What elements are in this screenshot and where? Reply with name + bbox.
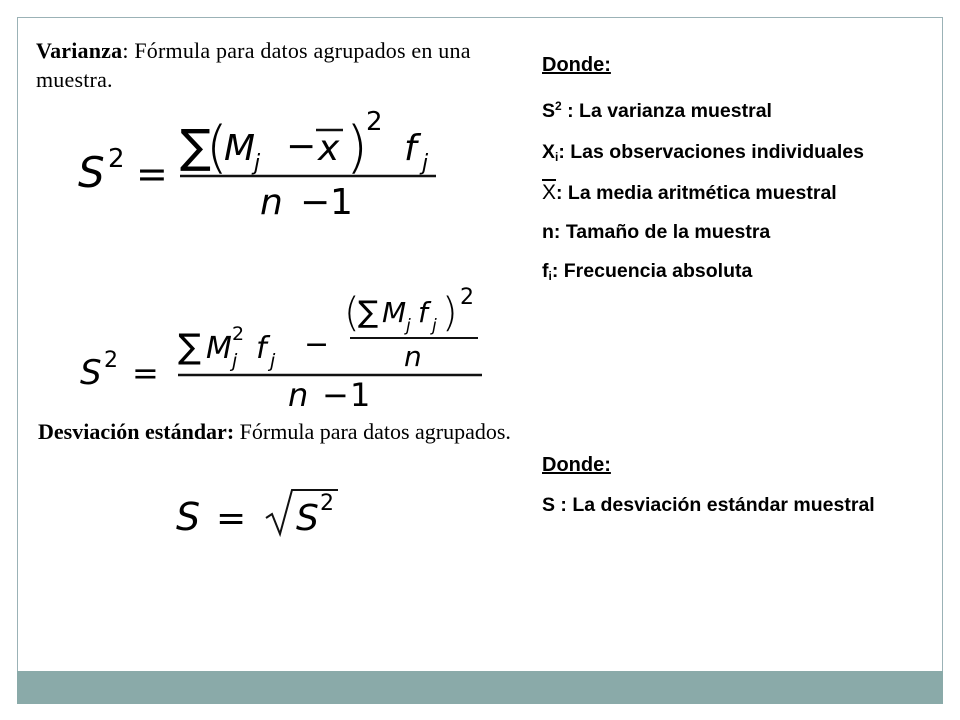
- f1-m: M: [224, 128, 256, 169]
- f2-inner-open: (: [344, 290, 360, 336]
- donde-std-heading: Donde:: [542, 454, 611, 476]
- f1-minus: −: [286, 126, 317, 167]
- std-dev-formula: [170, 480, 370, 550]
- f2-den-n: n: [288, 376, 309, 412]
- f2-inner-f-sub: j: [432, 316, 437, 336]
- desviacion-title: [38, 418, 718, 446]
- f2-f: f: [256, 331, 267, 366]
- f2-inner-m: M: [382, 296, 407, 329]
- f1-den-minus: −: [300, 182, 331, 223]
- f3-rad-s: S: [296, 498, 319, 539]
- f1-den-one: 1: [330, 182, 353, 223]
- f2-minus: −: [304, 327, 330, 362]
- f1-close: ): [346, 115, 368, 180]
- f2-inner-den: n: [404, 340, 422, 373]
- f3-rad-exp: 2: [320, 491, 334, 516]
- f1-sum: ∑: [180, 119, 211, 173]
- f1-lhs-exp: 2: [108, 144, 125, 174]
- donde-definitions: [542, 52, 902, 290]
- varianza-text: : Fórmula para datos agrupados en una muestra.: [36, 38, 471, 92]
- f2-f-sub: j: [270, 350, 276, 372]
- f1-lhs: S: [78, 148, 105, 197]
- f2-inner-sum: ∑: [358, 295, 379, 330]
- f2-den-minus: −: [322, 376, 349, 412]
- f2-inner-close: ): [442, 290, 458, 336]
- variance-alt-formula: [60, 282, 500, 412]
- f2-m-sub: j: [232, 350, 238, 372]
- f1-f: f: [404, 128, 417, 169]
- f1-equals: =: [136, 152, 168, 196]
- f3-lhs: S: [176, 495, 201, 539]
- f1-xbar: x: [318, 128, 340, 169]
- f2-sum: ∑: [178, 327, 201, 367]
- f2-inner-m-sub: j: [406, 316, 411, 336]
- varianza-bold: Varianza: [36, 38, 123, 63]
- footer-bar: [17, 671, 943, 704]
- f2-inner-exp: 2: [460, 285, 474, 310]
- def-s: S : La desviación estándar muestral: [542, 494, 875, 516]
- f2-equals: =: [132, 354, 159, 392]
- varianza-title: [36, 36, 526, 94]
- def-n: n: Tamaño de la muestra: [542, 221, 771, 243]
- donde-heading: Donde:: [542, 54, 611, 76]
- desviacion-text: Fórmula para datos agrupados.: [234, 419, 511, 444]
- desviacion-bold: Desviación estándar:: [38, 419, 235, 444]
- f1-open: (: [206, 115, 228, 180]
- f1-f-sub: j: [422, 151, 429, 176]
- def-fi: $f_i$: Frecuencia absoluta: [542, 260, 753, 283]
- f2-lhs: S: [80, 353, 102, 393]
- def-xbar: $\overline{X}$: La media aritmética muestral: [542, 181, 837, 204]
- f3-equals: =: [216, 498, 247, 539]
- f2-m-exp: 2: [232, 323, 245, 345]
- f1-m-sub: j: [254, 151, 261, 176]
- def-xi: $X_i$: Las observaciones individuales: [542, 141, 864, 164]
- donde-std-definitions: [542, 452, 902, 519]
- f2-m: M: [206, 331, 232, 366]
- f2-den-one: 1: [350, 376, 371, 412]
- f1-den-n: n: [260, 182, 283, 223]
- f1-close-exp: 2: [366, 107, 383, 137]
- f2-lhs-exp: 2: [104, 348, 118, 373]
- def-s2: $S^2$ : La varianza muestral: [542, 99, 772, 122]
- variance-formula: [60, 92, 460, 232]
- f2-inner-f: f: [418, 296, 428, 329]
